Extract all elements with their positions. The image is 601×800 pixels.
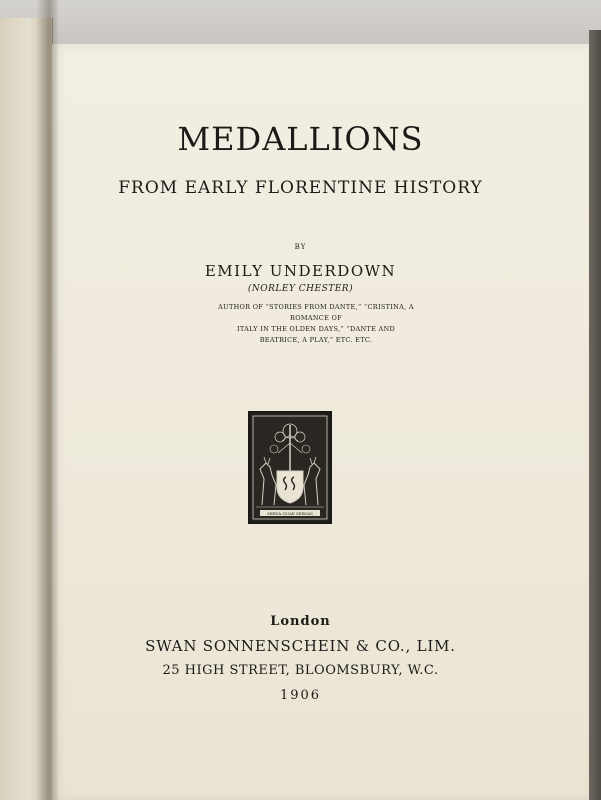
author-credits: [198, 302, 434, 346]
emblem-icon: [250, 413, 330, 522]
imprint-publisher: SWAN SONNENSCHEIN & CO., LIM.: [145, 637, 456, 655]
book-title: MEDALLIONS: [177, 120, 424, 158]
credits-line: BEATRICE, A PLAY,” ETC. ETC.: [259, 336, 373, 344]
book-subtitle: FROM EARLY FLORENTINE HISTORY: [118, 178, 483, 198]
emblem-motto: SERVA QUAE SERVAS: [267, 511, 313, 516]
author-pseudonym: (NORLEY CHESTER): [247, 284, 354, 294]
credits-line: AUTHOR OF “STORIES FROM DANTE,” “CRISTINA, A ROMANCE OF: [218, 303, 414, 322]
credits-line: ITALY IN THE OLDEN DAYS,” “DANTE AND: [236, 325, 396, 333]
author-name: EMILY UNDERDOWN: [204, 262, 397, 280]
imprint-year: 1906: [279, 688, 322, 703]
byline: BY: [294, 243, 307, 251]
imprint-city: London: [270, 614, 331, 629]
publisher-device-emblem: [248, 411, 332, 524]
imprint-address: 25 HIGH STREET, BLOOMSBURY, W.C.: [162, 663, 439, 678]
